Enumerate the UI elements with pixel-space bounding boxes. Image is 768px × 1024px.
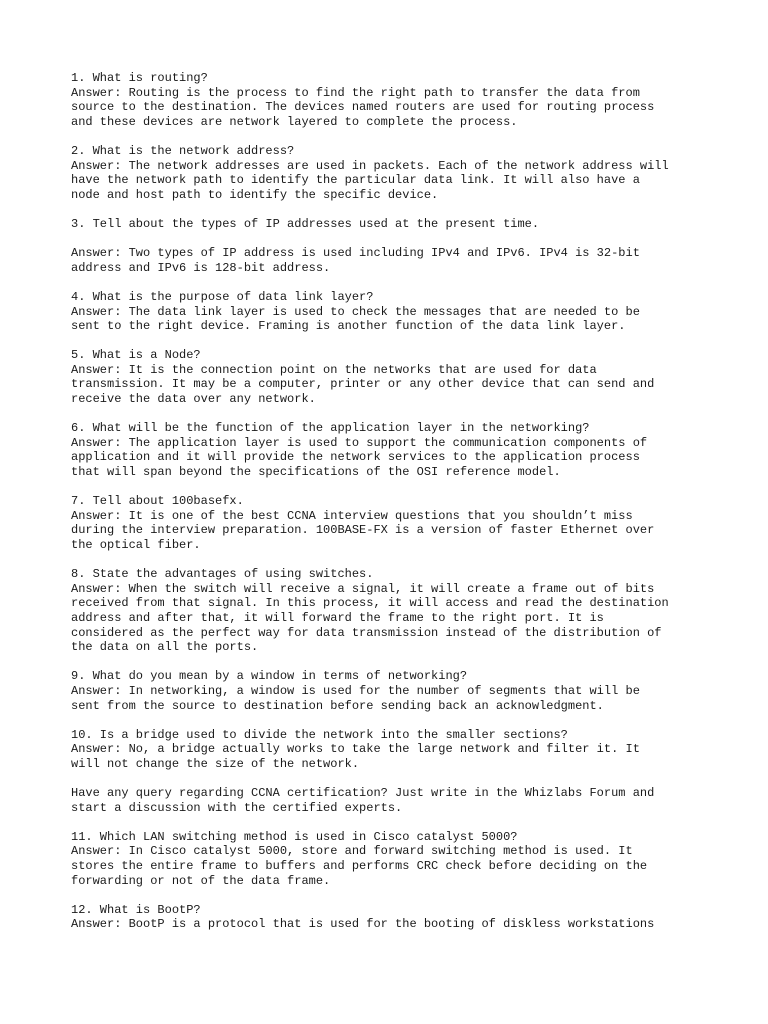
text-line: start a discussion with the certified experts. (71, 800, 403, 815)
paragraph (71, 786, 711, 815)
text-line: 4. What is the purpose of data link layer? (71, 289, 374, 304)
text-line: have the network path to identify the particular data link. It will also have a (71, 173, 640, 188)
text-line: 2. What is the network address? (71, 143, 295, 158)
paragraph (71, 903, 711, 932)
text-line: 7. Tell about 100basefx. (71, 494, 244, 509)
text-line: sent to the right device. Framing is another function of the data link layer. (71, 319, 626, 334)
text-line: Answer: In Cisco catalyst 5000, store and forward switching method is used. It (71, 844, 633, 859)
text-line: transmission. It may be a computer, printer or any other device that can send and (71, 377, 655, 392)
text-line: receive the data over any network. (71, 392, 316, 407)
text-line: considered as the perfect way for data transmission instead of the distribution of (71, 625, 662, 640)
text-line: sent from the source to destination before sending back an acknowledgment. (71, 698, 604, 713)
paragraph (71, 830, 711, 888)
text-line: Answer: When the switch will receive a signal, it will create a frame out of bits (71, 581, 655, 596)
text-line: received from that signal. In this process, it will access and read the destination (71, 596, 669, 611)
text-line: address and IPv6 is 128-bit address. (71, 260, 331, 275)
text-line: 11. Which LAN switching method is used in Cisco catalyst 5000? (71, 829, 518, 844)
paragraph (71, 144, 711, 202)
text-line: node and host path to identify the specific device. (71, 187, 439, 202)
text-line: forwarding or not of the data frame. (71, 873, 331, 888)
text-line: 3. Tell about the types of IP addresses used at the present time. (71, 216, 540, 231)
text-line: the data on all the ports. (71, 640, 259, 655)
paragraph (71, 348, 711, 406)
text-line: the optical fiber. (71, 538, 201, 552)
text-line: source to the destination. The devices named routers are used for routing process (71, 100, 655, 115)
text-line: 10. Is a bridge used to divide the network into the smaller sections? (71, 727, 568, 742)
text-line: Answer: It is the connection point on the networks that are used for data (71, 362, 597, 377)
paragraph (71, 421, 711, 479)
text-line: will not change the size of the network. (71, 756, 360, 771)
text-line: Answer: Two types of IP address is used including IPv4 and IPv6. IPv4 is 32-bit (71, 246, 640, 261)
text-line: Answer: BootP is a protocol that is used for the booting of diskless workstations (71, 917, 655, 932)
text-line: 8. State the advantages of using switches. (71, 567, 374, 582)
text-line: address and after that, it will forward the frame to the right port. It is (71, 610, 604, 625)
text-line: 6. What will be the function of the application layer in the networking? (71, 421, 590, 436)
text-line: Answer: In networking, a window is used for the number of segments that will be (71, 683, 640, 698)
text-line: Answer: The data link layer is used to check the messages that are needed to be (71, 304, 640, 319)
text-line: and these devices are network layered to complete the process. (71, 114, 518, 129)
text-line: that will span beyond the specifications of the OSI reference model. (71, 465, 561, 480)
text-line: stores the entire frame to buffers and performs CRC check before deciding on the (71, 859, 648, 874)
document-page (71, 71, 711, 947)
paragraph (71, 728, 711, 772)
text-line: application and it will provide the network services to the application process (71, 450, 640, 465)
text-line: Answer: No, a bridge actually works to take the large network and filter it. It (71, 742, 640, 757)
paragraph (71, 494, 711, 552)
paragraph (71, 71, 711, 129)
text-line: Answer: The network addresses are used in packets. Each of the network address will (71, 158, 669, 173)
paragraph (71, 567, 711, 655)
paragraph (71, 290, 711, 334)
paragraph (71, 669, 711, 713)
text-line: 5. What is a Node? (71, 348, 201, 363)
text-line: 1. What is routing? (71, 71, 208, 85)
text-line: Answer: It is one of the best CCNA interview questions that you shouldn’t miss (71, 508, 633, 523)
text-line: Have any query regarding CCNA certification? Just write in the Whizlabs Forum and (71, 786, 655, 801)
paragraph (71, 246, 711, 275)
text-line: during the interview preparation. 100BASE-FX is a version of faster Ethernet over (71, 523, 655, 538)
paragraph (71, 217, 711, 232)
text-line: Answer: Routing is the process to find the right path to transfer the data from (71, 85, 640, 100)
text-line: 12. What is BootP? (71, 902, 201, 917)
text-line: Answer: The application layer is used to support the communication components of (71, 435, 648, 450)
text-line: 9. What do you mean by a window in terms of networking? (71, 669, 468, 684)
